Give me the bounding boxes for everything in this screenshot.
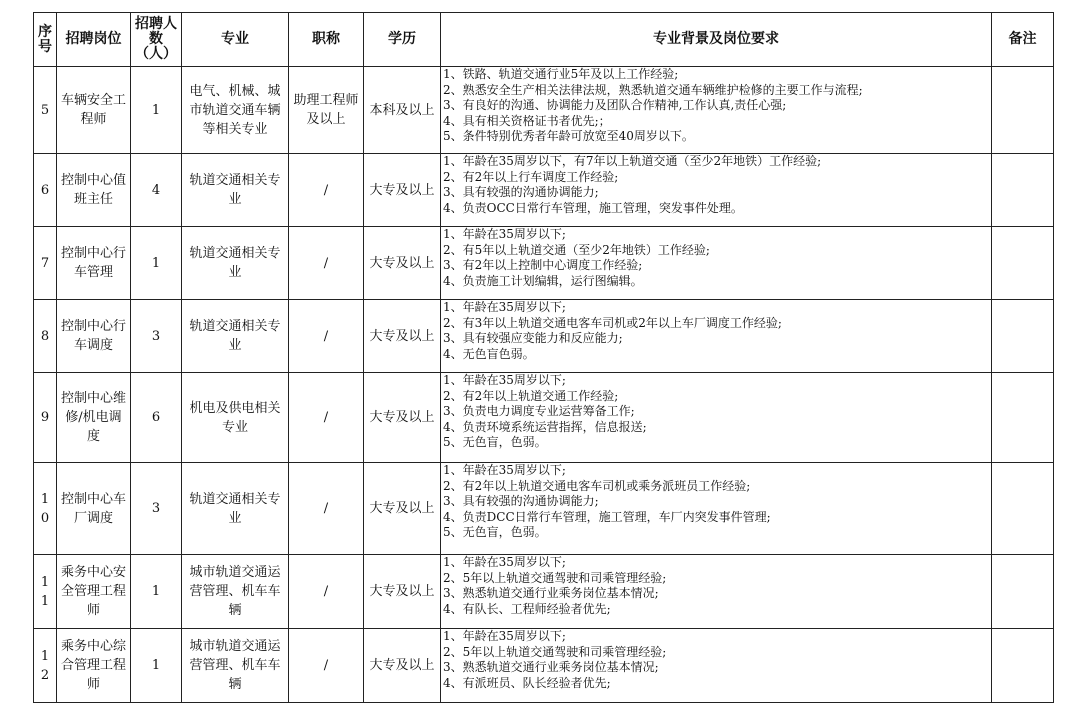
row-count: 3 [131,300,182,373]
requirement-line: 4、负责施工计划编辑，运行图编辑。 [443,273,643,288]
row-requirements [441,555,992,629]
row-position: 乘务中心综合管理工程师 [57,629,131,703]
recruitment-table [33,12,1054,703]
requirement-line: 3、具有较强的沟通协调能力; [443,494,599,508]
row-education: 本科及以上 [364,67,441,154]
row-requirements [441,373,992,463]
requirement-line: 2、5年以上轨道交通驾驶和司乘管理经验; [443,644,667,659]
requirement-line: 5、无色盲，色弱。 [443,435,547,449]
header-remarks: 备注 [992,13,1054,67]
header-requirements: 专业背景及岗位要求 [441,13,992,67]
row-remarks [992,227,1054,300]
row-remarks [992,154,1054,227]
row-title: / [289,629,364,703]
row-index: 8 [34,300,57,373]
header-position: 招聘岗位 [57,13,131,67]
table-row [34,555,1054,629]
row-education: 大专及以上 [364,227,441,300]
row-title: / [289,154,364,227]
row-count: 4 [131,154,182,227]
row-requirements [441,67,992,154]
requirement-line: 3、负责电力调度专业运营筹备工作; [443,404,635,418]
requirement-line: 3、有2年以上控制中心调度工作经验; [443,258,643,272]
row-count: 1 [131,629,182,703]
requirement-line: 2、熟悉安全生产相关法律法规，熟悉轨道交通车辆维护检修的主要工作与流程; [443,82,863,97]
header-major: 专业 [182,13,289,67]
requirement-line: 4、有派班员、队长经验者优先; [443,675,611,690]
requirement-line: 3、具有较强的沟通协调能力; [443,185,599,199]
row-education: 大专及以上 [364,463,441,555]
requirement-line: 2、5年以上轨道交通驾驶和司乘管理经验; [443,570,667,585]
requirement-line: 1、年龄在35周岁以下; [443,373,566,387]
row-requirements [441,463,992,555]
row-index: 7 [34,227,57,300]
row-index: 11 [34,555,57,629]
row-position: 控制中心行车管理 [57,227,131,300]
row-major: 轨道交通相关专业 [182,227,289,300]
requirement-line: 4、负责DCC日常行车管理，施工管理，车厂内突发事件管理; [443,509,771,524]
requirement-line: 3、熟悉轨道交通行业乘务岗位基本情况; [443,586,659,600]
row-title: / [289,227,364,300]
requirement-line: 5、条件特别优秀者年龄可放宽至40周岁以下。 [443,129,694,143]
row-major: 城市轨道交通运营管理、机车车辆 [182,629,289,703]
table-row [34,300,1054,373]
requirement-line: 1、年龄在35周岁以下; [443,555,566,569]
requirement-line: 1、年龄在35周岁以下; [443,227,566,241]
requirement-line: 3、熟悉轨道交通行业乘务岗位基本情况; [443,660,659,674]
requirement-line: 1、年龄在35周岁以下; [443,300,566,314]
row-major: 轨道交通相关专业 [182,463,289,555]
row-major: 城市轨道交通运营管理、机车车辆 [182,555,289,629]
requirement-line: 3、有良好的沟通、协调能力及团队合作精神,工作认真,责任心强; [443,98,787,112]
row-position: 车辆安全工程师 [57,67,131,154]
row-count: 1 [131,67,182,154]
row-requirements [441,629,992,703]
header-index: 序号 [34,13,57,67]
row-major: 机电及供电相关专业 [182,373,289,463]
requirement-line: 2、有2年以上行车调度工作经验; [443,169,619,184]
requirement-line: 2、有3年以上轨道交通电客车司机或2年以上车厂调度工作经验; [443,315,782,330]
row-education: 大专及以上 [364,373,441,463]
row-remarks [992,555,1054,629]
row-major: 轨道交通相关专业 [182,300,289,373]
requirement-line: 4、具有相关资格证书者优先;； [443,113,611,128]
row-remarks [992,300,1054,373]
row-requirements [441,227,992,300]
requirement-line: 1、年龄在35周岁以下; [443,463,566,477]
requirement-line: 3、具有较强应变能力和反应能力; [443,331,623,345]
table-row [34,373,1054,463]
requirement-line: 1、年龄在35周岁以下，有7年以上轨道交通（至少2年地铁）工作经验; [443,154,822,168]
requirement-line: 1、年龄在35周岁以下; [443,629,566,643]
row-position: 乘务中心安全管理工程师 [57,555,131,629]
row-requirements [441,300,992,373]
requirement-line: 4、负责环境系统运营指挥，信息报送; [443,419,647,434]
row-count: 1 [131,227,182,300]
table-row [34,154,1054,227]
header-row [34,13,1054,67]
requirement-line: 4、有队长、工程师经验者优先; [443,601,611,616]
row-position: 控制中心车厂调度 [57,463,131,555]
row-remarks [992,67,1054,154]
row-count: 1 [131,555,182,629]
table-row [34,629,1054,703]
requirement-line: 2、有5年以上轨道交通（至少2年地铁）工作经验; [443,242,710,257]
table-row [34,227,1054,300]
requirement-line: 1、铁路、轨道交通行业5年及以上工作经验; [443,67,679,81]
requirement-line: 2、有2年以上轨道交通电客车司机或乘务派班员工作经验; [443,478,751,493]
header-education: 学历 [364,13,441,67]
row-index: 6 [34,154,57,227]
requirement-line: 4、无色盲色弱。 [443,346,535,361]
table-row [34,463,1054,555]
requirement-line: 5、无色盲，色弱。 [443,525,547,539]
row-major: 电气、机械、城市轨道交通车辆等相关专业 [182,67,289,154]
requirement-line: 4、负责OCC日常行车管理，施工管理，突发事件处理。 [443,200,743,215]
row-major: 轨道交通相关专业 [182,154,289,227]
table-row [34,67,1054,154]
row-count: 6 [131,373,182,463]
row-count: 3 [131,463,182,555]
row-index: 10 [34,463,57,555]
row-education: 大专及以上 [364,555,441,629]
row-index: 12 [34,629,57,703]
row-education: 大专及以上 [364,154,441,227]
row-title: 助理工程师及以上 [289,67,364,154]
row-index: 9 [34,373,57,463]
row-position: 控制中心行车调度 [57,300,131,373]
row-remarks [992,463,1054,555]
header-title: 职称 [289,13,364,67]
row-remarks [992,373,1054,463]
row-education: 大专及以上 [364,629,441,703]
row-position: 控制中心维修/机电调度 [57,373,131,463]
row-title: / [289,463,364,555]
row-position: 控制中心值班主任 [57,154,131,227]
header-count: 招聘人数（人） [131,13,182,67]
row-requirements [441,154,992,227]
requirement-line: 2、有2年以上轨道交通工作经验; [443,388,619,403]
row-title: / [289,300,364,373]
row-title: / [289,373,364,463]
row-index: 5 [34,67,57,154]
row-title: / [289,555,364,629]
row-remarks [992,629,1054,703]
row-education: 大专及以上 [364,300,441,373]
